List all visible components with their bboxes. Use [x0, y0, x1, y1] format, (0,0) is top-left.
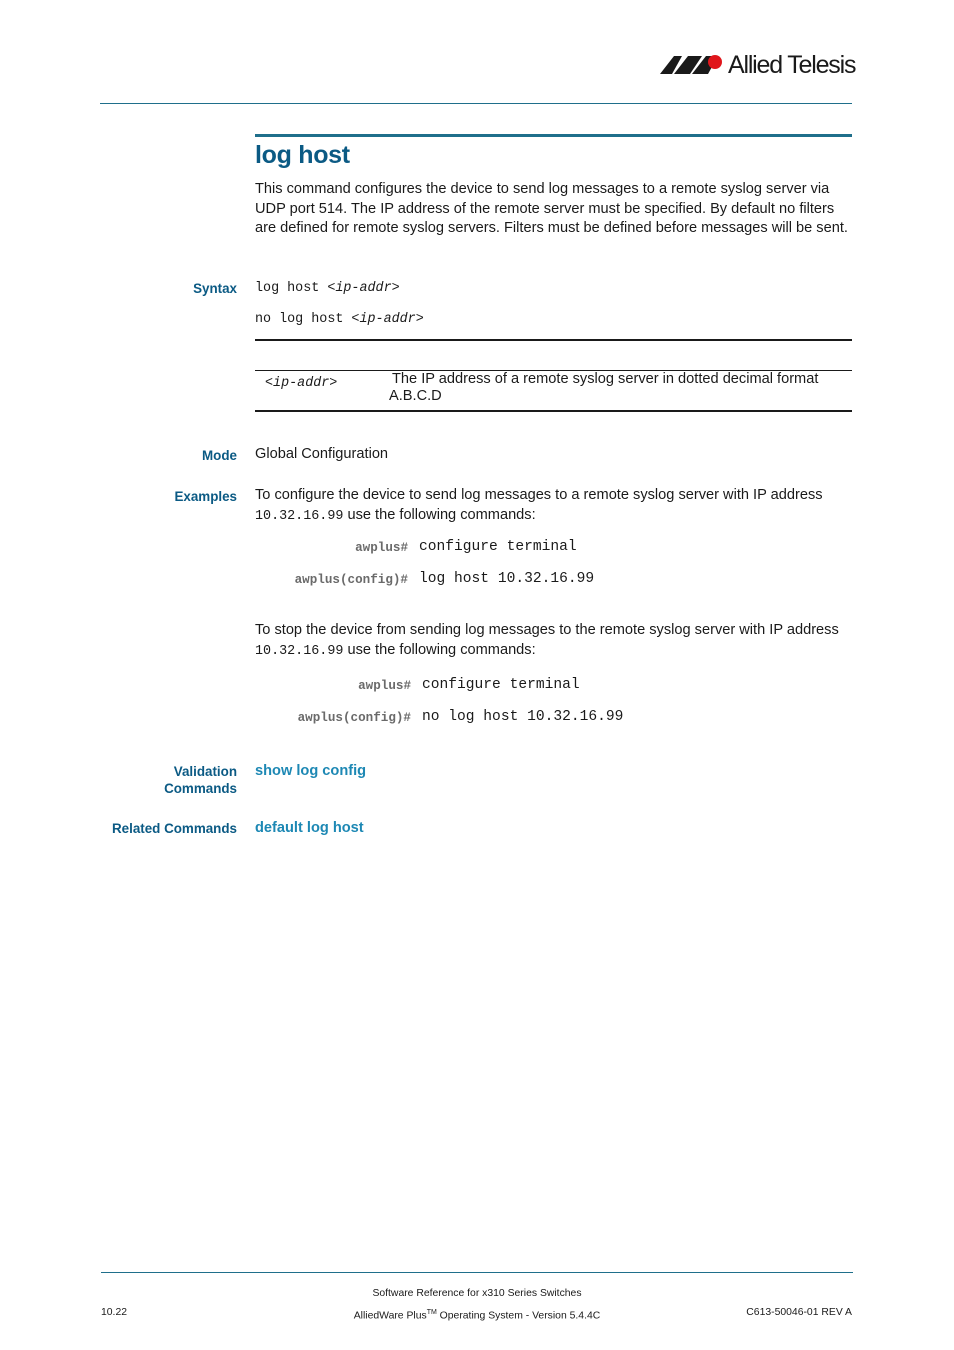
example-2-ip: 10.32.16.99	[255, 643, 344, 659]
footer-rule	[101, 1272, 853, 1273]
param-description-line-2: A.B.C.D	[389, 387, 442, 404]
title-rule	[255, 134, 852, 137]
mode-label: Mode	[202, 448, 237, 463]
footer-trademark: TM	[426, 1309, 437, 1316]
param-name	[265, 376, 337, 391]
param-name-text: ip-addr	[273, 376, 330, 391]
example-1-prompt-1: awplus#	[355, 541, 408, 555]
syntax-line-1-suffix: >	[391, 281, 400, 296]
param-description	[389, 371, 839, 404]
brand-logo-text: Allied Telesis	[728, 51, 856, 79]
example-2-text-suffix: use the following commands:	[343, 641, 536, 658]
related-command-link[interactable]: default log host	[255, 820, 364, 836]
example-1-text-suffix: use the following commands:	[343, 506, 536, 523]
example-1-prompt-2: awplus(config)#	[294, 573, 408, 587]
footer-version: Operating System - Version 5.4.4C	[436, 1310, 601, 1322]
example-2-command-1: configure terminal	[422, 677, 580, 693]
param-description-line-1: The IP address of a remote syslog server in dotted decimal format	[392, 371, 819, 387]
document-id: C613-50046-01 REV A	[746, 1307, 852, 1318]
mode-value: Global Configuration	[255, 446, 389, 462]
example-2-text-line-2	[255, 641, 855, 662]
brand-logo-mark	[660, 50, 726, 80]
syntax-line-2-prefix: no log host <	[255, 312, 360, 327]
syntax-line-1-param: ip-addr	[335, 281, 392, 296]
page-number: 10.22	[101, 1307, 128, 1318]
validation-label-line-2: Commands	[164, 781, 237, 796]
example-2-description	[255, 621, 855, 661]
intro-paragraph: This command configures the device to send log messages to a remote syslog server via UDP port 514. The IP address of the remote server must be specified. By default no filters are defined for remote syslog servers. Filters must be defined before messages will be sent.	[255, 181, 848, 237]
example-2-command-2: no log host 10.32.16.99	[422, 709, 624, 725]
footer-title: Software Reference for x310 Series Switches	[372, 1288, 582, 1299]
example-1-ip: 10.32.16.99	[255, 508, 344, 524]
param-open: <	[265, 376, 274, 391]
brand-logo	[660, 50, 854, 80]
syntax-line-1	[255, 280, 400, 298]
syntax-label: Syntax	[193, 281, 237, 296]
example-2-text: To stop the device from sending log messages to the remote syslog server with IP address	[255, 622, 839, 638]
page-title: log host	[255, 141, 350, 169]
param-table-bottom-rule	[255, 410, 852, 412]
examples-label: Examples	[174, 489, 237, 504]
header-rule	[100, 103, 852, 104]
syntax-line-1-prefix: log host <	[255, 281, 336, 296]
example-2-prompt-1: awplus#	[358, 679, 411, 693]
param-table-top-rule	[255, 339, 852, 341]
example-2-prompt-2: awplus(config)#	[297, 711, 411, 725]
footer-product: AlliedWare Plus	[353, 1310, 427, 1322]
example-1-command-1: configure terminal	[419, 539, 577, 555]
syntax-line-2-param: ip-addr	[359, 312, 416, 327]
syntax-line-2-suffix: >	[415, 312, 424, 327]
example-1-text: To configure the device to send log messages to a remote syslog server with IP address	[255, 487, 823, 503]
validation-command-link[interactable]: show log config	[255, 763, 367, 779]
example-1-text-line-2	[255, 506, 855, 527]
syntax-line-2	[255, 311, 424, 329]
param-close: >	[329, 376, 338, 391]
related-label: Related Commands	[111, 821, 237, 836]
example-1-command-2: log host 10.32.16.99	[419, 571, 595, 587]
example-1-description	[255, 486, 855, 526]
validation-label-line-1: Validation	[173, 764, 237, 779]
